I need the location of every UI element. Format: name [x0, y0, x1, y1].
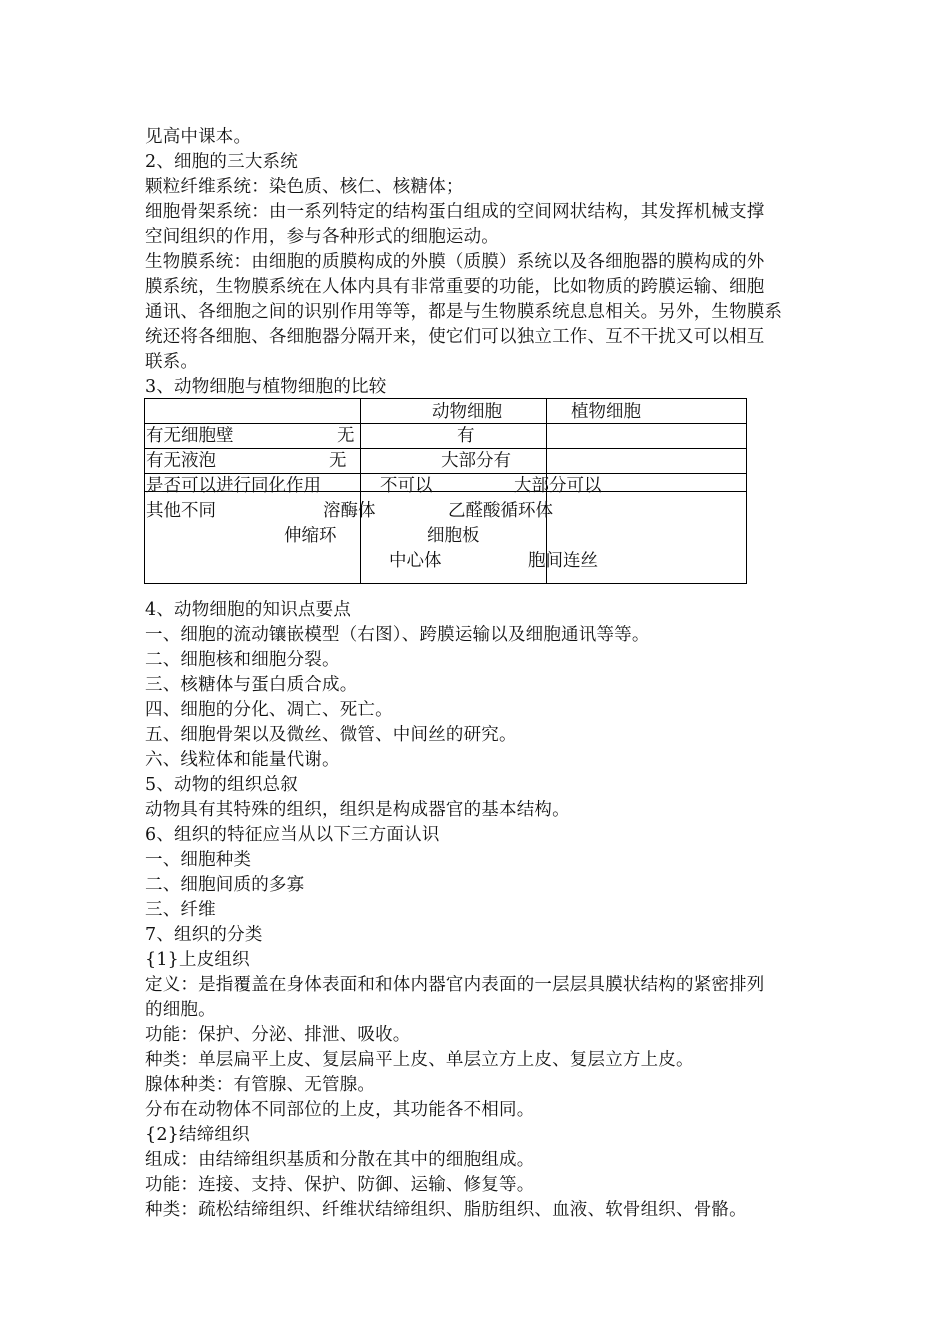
- table-rule: [360, 399, 361, 583]
- section-heading: 5、动物的组织总叙: [145, 775, 298, 795]
- text-line: 分布在动物体不同部位的上皮，其功能各不相同。: [145, 1100, 535, 1120]
- text-line: 的细胞。: [145, 1000, 216, 1020]
- table-cell: 大部分可以: [514, 476, 602, 496]
- comparison-table: [144, 398, 747, 584]
- text-line: 组成：由结缔组织基质和分散在其中的细胞组成。: [145, 1150, 535, 1170]
- section-heading: 7、组织的分类: [145, 925, 263, 945]
- table-cell: 不可以: [380, 476, 433, 496]
- text-line: 颗粒纤维系统：染色质、核仁、核糖体；: [145, 177, 464, 197]
- text-line: 功能：连接、支持、保护、防御、运输、修复等。: [145, 1175, 535, 1195]
- table-cell: 有: [457, 426, 475, 446]
- header-plant-cell: 植物细胞: [571, 402, 641, 422]
- list-item: 三、核糖体与蛋白质合成。: [145, 675, 358, 695]
- table-cell: 胞间连丝: [528, 551, 598, 571]
- text-line: 通讯、各细胞之间的识别作用等等，都是与生物膜系统息息相关。另外，生物膜系: [145, 302, 783, 322]
- list-item: 六、线粒体和能量代谢。: [145, 750, 340, 770]
- row-label: 有无液泡: [146, 451, 216, 471]
- text-line: 种类：疏松结缔组织、纤维状结缔组织、脂肪组织、血液、软骨组织、骨骼。: [145, 1200, 747, 1220]
- table-cell: 溶酶体: [323, 501, 376, 521]
- table-cell: 无: [337, 426, 355, 446]
- section-heading: 6、组织的特征应当从以下三方面认识: [145, 825, 440, 845]
- section-heading: 3、动物细胞与植物细胞的比较: [145, 377, 387, 397]
- table-cell: 大部分有: [441, 451, 511, 471]
- text-line: 见高中课本。: [145, 127, 252, 147]
- list-item: 一、细胞种类: [145, 850, 252, 870]
- list-item: 五、细胞骨架以及微丝、微管、中间丝的研究。: [145, 725, 517, 745]
- table-cell: 伸缩环: [284, 526, 337, 546]
- text-line: 膜系统，生物膜系统在人体内具有非常重要的功能，比如物质的跨膜运输、细胞: [145, 277, 765, 297]
- section-heading: 4、动物细胞的知识点要点: [145, 600, 352, 620]
- text-line: 动物具有其特殊的组织，组织是构成器官的基本结构。: [145, 800, 570, 820]
- row-label: 是否可以进行同化作用: [146, 476, 321, 496]
- text-line: 生物膜系统：由细胞的质膜构成的外膜（质膜）系统以及各细胞器的膜构成的外: [145, 252, 765, 272]
- table-cell: 细胞板: [427, 526, 480, 546]
- table-cell: 无: [329, 451, 347, 471]
- text-line: 统还将各细胞、各细胞器分隔开来，使它们可以独立工作、互不干扰又可以相互: [145, 327, 765, 347]
- section-heading: 2、细胞的三大系统: [145, 152, 298, 172]
- list-item: 四、细胞的分化、凋亡、死亡。: [145, 700, 393, 720]
- list-item: 二、细胞间质的多寡: [145, 875, 305, 895]
- text-line: 种类：单层扁平上皮、复层扁平上皮、单层立方上皮、复层立方上皮。: [145, 1050, 694, 1070]
- list-item: 二、细胞核和细胞分裂。: [145, 650, 340, 670]
- list-item: 三、纤维: [145, 900, 216, 920]
- table-cell: 中心体: [389, 551, 442, 571]
- list-item: 一、细胞的流动镶嵌模型（右图）、跨膜运输以及细胞通讯等等。: [145, 625, 650, 645]
- text-line: 功能：保护、分泌、排泄、吸收。: [145, 1025, 411, 1045]
- text-line: 细胞骨架系统：由一系列特定的结构蛋白组成的空间网状结构，其发挥机械支撑: [145, 202, 765, 222]
- header-animal-cell: 动物细胞: [432, 402, 502, 422]
- row-label: 有无细胞壁: [146, 426, 234, 446]
- subsection-heading: {2}结缔组织: [145, 1125, 250, 1145]
- subsection-heading: {1}上皮组织: [145, 950, 250, 970]
- text-line: 定义：是指覆盖在身体表面和和体内器官内表面的一层层具膜状结构的紧密排列: [145, 975, 765, 995]
- row-label: 其他不同: [146, 501, 216, 521]
- text-line: 联系。: [145, 352, 199, 372]
- table-cell: 乙醛酸循环体: [448, 501, 553, 521]
- text-line: 空间组织的作用，参与各种形式的细胞运动。: [145, 227, 499, 247]
- text-line: 腺体种类：有管腺、无管腺。: [145, 1075, 376, 1095]
